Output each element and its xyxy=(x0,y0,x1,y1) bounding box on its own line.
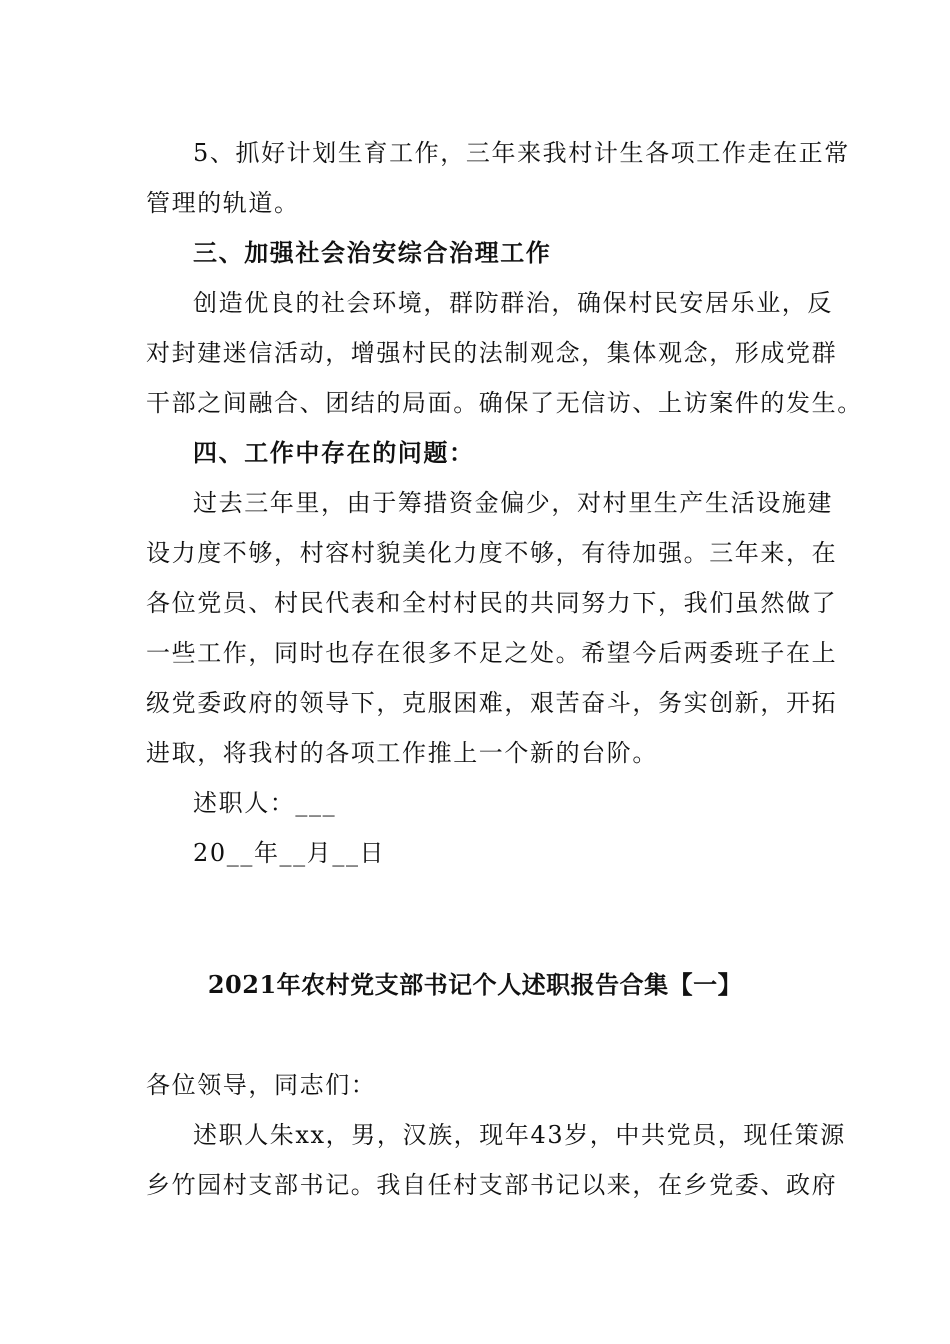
document-title: 2021年农村党支部书记个人述职报告合集【一】 xyxy=(207,970,743,999)
report-date: 20__年__月__日 xyxy=(193,839,386,867)
paragraph-problems-line-3: 各位党员、村民代表和全村村民的共同努力下，我们虽然做了 xyxy=(146,589,838,617)
paragraph-problems-line-5: 级党委政府的领导下，克服困难，艰苦奋斗，务实创新，开拓 xyxy=(146,689,838,717)
paragraph-security-line-3: 干部之间融合、团结的局面。确保了无信访、上访案件的发生。 xyxy=(146,389,863,417)
paragraph-problems-line-6: 进取，将我村的各项工作推上一个新的台阶。 xyxy=(146,739,658,767)
paragraph-security-line-2: 对封建迷信活动，增强村民的法制观念，集体观念，形成党群 xyxy=(146,339,838,367)
section-heading-4: 四、工作中存在的问题： xyxy=(193,438,475,467)
paragraph-problems-line-1: 过去三年里，由于筹措资金偏少，对村里生产生活设施建 xyxy=(193,489,833,517)
paragraph-problems-line-4: 一些工作，同时也存在很多不足之处。希望今后两委班子在上 xyxy=(146,639,838,667)
paragraph-security-line-1: 创造优良的社会环境，群防群治，确保村民安居乐业，反 xyxy=(193,289,833,317)
intro-line-2: 乡竹园村支部书记。我自任村支部书记以来，在乡党委、政府 xyxy=(146,1171,838,1199)
intro-line-1: 述职人朱xx，男，汉族，现年43岁，中共党员，现任策源 xyxy=(193,1121,846,1149)
paragraph-5-line-1: 5、抓好计划生育工作，三年来我村计生各项工作走在正常 xyxy=(193,139,850,167)
reporter-signature: 述职人：___ xyxy=(193,789,337,817)
paragraph-problems-line-2: 设力度不够，村容村貌美化力度不够，有待加强。三年来，在 xyxy=(146,539,838,567)
paragraph-5-line-2: 管理的轨道。 xyxy=(146,189,300,217)
greeting: 各位领导，同志们： xyxy=(146,1071,377,1099)
section-heading-3: 三、加强社会治安综合治理工作 xyxy=(193,238,552,267)
